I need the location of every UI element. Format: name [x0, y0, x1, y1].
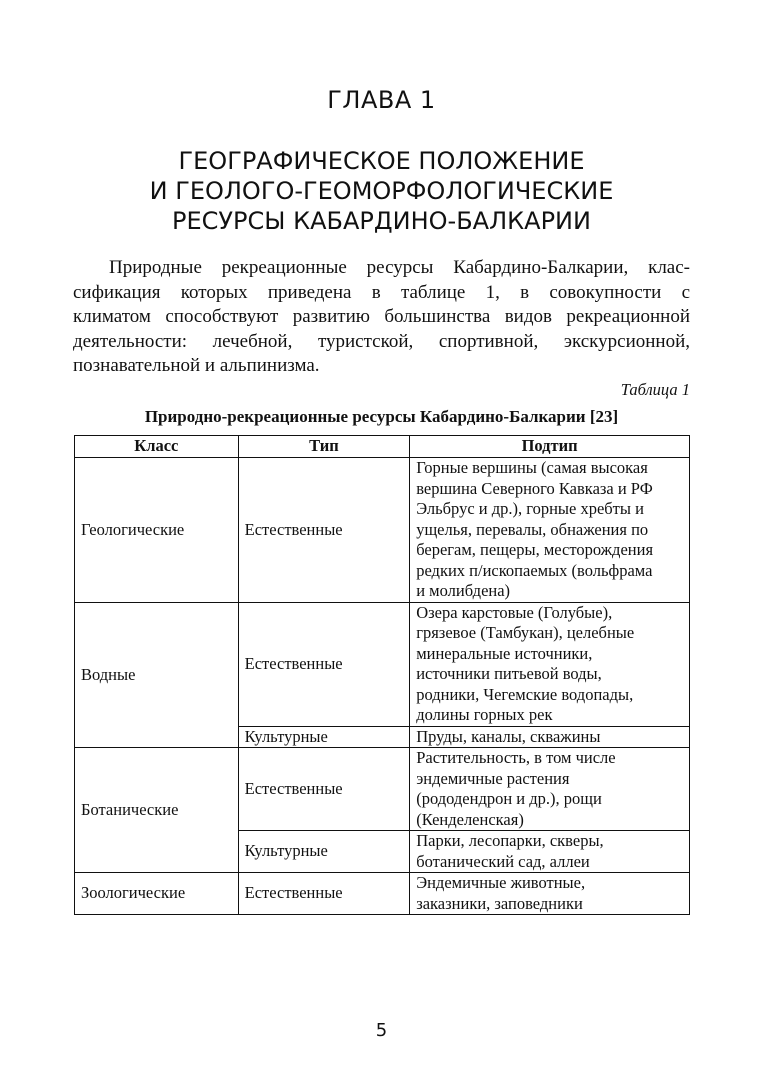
subtype-line: Горные вершины (самая высокая: [416, 458, 648, 477]
type-cell: Культурные: [238, 726, 410, 748]
chapter-title: [0, 146, 763, 236]
page-number: 5: [375, 1020, 388, 1041]
subtype-line: Озера карстовые (Голубые),: [416, 602, 613, 622]
class-cell: Зоологические: [75, 873, 239, 915]
subtype-line: редких п/ископаемых (вольфрама: [416, 560, 653, 580]
table-row: [75, 458, 690, 603]
subtype-line: минеральные источники,: [416, 643, 593, 663]
paragraph-line: климатом способствуют развитию большинства видов рекреационной: [73, 306, 690, 327]
subtype-cell: [410, 748, 690, 831]
subtype-line: (Кенделенская): [416, 809, 524, 829]
chapter-title-line: РЕСУРСЫ КАБАРДИНО-БАЛКАРИИ: [172, 207, 591, 235]
subtype-line: Пруды, каналы, скважины: [416, 726, 601, 746]
subtype-cell: [410, 458, 690, 603]
header-type: Тип: [238, 436, 410, 458]
subtype-line: долины горных рек: [416, 705, 553, 724]
subtype-line: грязевое (Тамбукан), целебные: [416, 623, 635, 642]
subtype-line: Эльбрус и др.), горные хребты и: [416, 499, 644, 518]
paragraph-line: деятельности: лечебной, туристской, спортивной, экскурсионной,: [73, 330, 690, 352]
subtype-cell: [410, 726, 690, 748]
subtype-line: эндемичные растения: [416, 768, 570, 788]
subtype-line: вершина Северного Кавказа и РФ: [416, 478, 653, 498]
resources-table: [74, 435, 690, 915]
chapter-title-line: ГЕОГРАФИЧЕСКОЕ ПОЛОЖЕНИЕ: [178, 147, 585, 175]
chapter-heading: ГЛАВА 1: [327, 86, 436, 114]
subtype-line: берегам, пещеры, месторождения: [416, 540, 654, 559]
table-label: Таблица 1: [620, 380, 690, 399]
subtype-line: (рододендрон и др.), рощи: [416, 789, 602, 808]
paragraph-line: познавательной и альпинизма.: [73, 355, 320, 376]
subtype-line: заказники, заповедники: [416, 893, 583, 913]
class-cell: Геологические: [75, 458, 239, 603]
subtype-line: ущелья, перевалы, обнажения по: [416, 519, 649, 539]
type-cell: Естественные: [238, 458, 410, 603]
table-caption: Природно-рекреационные ресурсы Кабардино-Балкарии [23]: [144, 407, 619, 426]
header-subtype: Подтип: [410, 436, 690, 458]
paragraph-line: Природные рекреационные ресурсы Кабардино-Балкарии, клас-: [109, 257, 690, 278]
subtype-line: источники питьевой воды,: [416, 664, 602, 683]
type-cell: Естественные: [238, 748, 410, 831]
subtype-line: и молибдена): [416, 581, 511, 600]
table-header-row: [75, 436, 690, 458]
table-row: [75, 873, 690, 915]
table-row: [75, 748, 690, 831]
paragraph-line: сификация которых приведена в таблице 1, в совокупности с: [73, 281, 690, 303]
intro-paragraph: [73, 256, 690, 379]
subtype-cell: [410, 602, 690, 726]
subtype-line: Растительность, в том числе: [416, 748, 616, 767]
chapter-title-line: И ГЕОЛОГО-ГЕОМОРФОЛОГИЧЕСКИЕ: [149, 177, 614, 205]
type-cell: Естественные: [238, 602, 410, 726]
class-cell: Водные: [75, 602, 239, 748]
table-row: [75, 602, 690, 726]
type-cell: Естественные: [238, 873, 410, 915]
subtype-line: Парки, лесопарки, скверы,: [416, 831, 604, 850]
class-cell: Ботанические: [75, 748, 239, 873]
subtype-cell: [410, 831, 690, 873]
subtype-line: родники, Чегемские водопады,: [416, 684, 634, 704]
subtype-line: Эндемичные животные,: [416, 873, 586, 892]
header-class: Класс: [75, 436, 239, 458]
subtype-line: ботанический сад, аллеи: [416, 851, 590, 871]
type-cell: Культурные: [238, 831, 410, 873]
subtype-cell: [410, 873, 690, 915]
